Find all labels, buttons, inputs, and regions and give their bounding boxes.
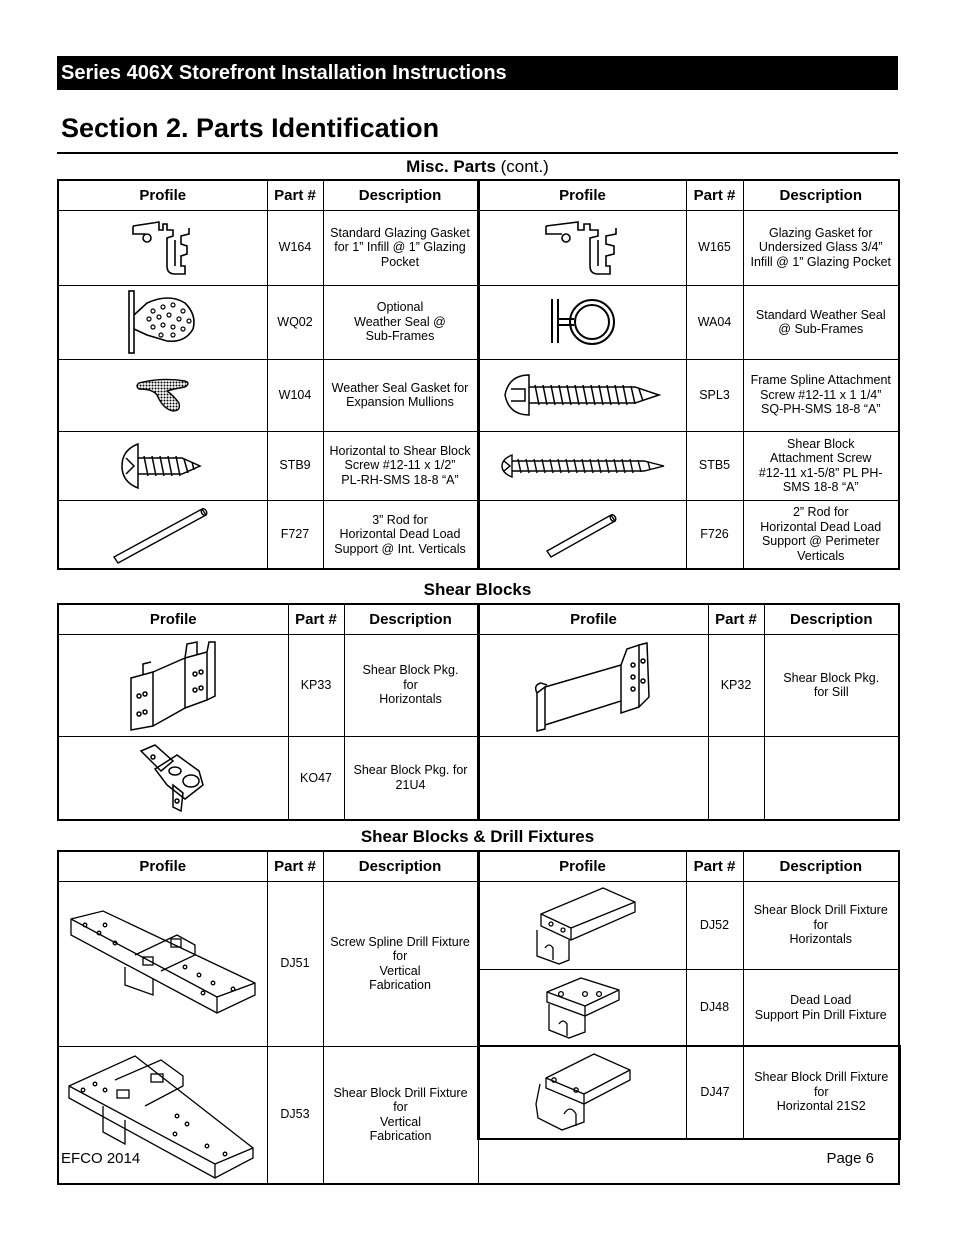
part-number [708,736,764,820]
shear-blocks-heading: Shear Blocks [423,580,532,599]
shear-blocks-table [57,603,900,821]
section-divider [57,152,898,154]
part-number: DJ52 [686,881,743,969]
table-row [479,1046,900,1140]
table-row [58,881,899,969]
column-header-description: Description [743,851,899,881]
table-row [58,736,899,820]
drill-fixtures-heading: Shear Blocks & Drill Fixtures [360,827,595,846]
drill-fixture-dj47-illustration [479,1046,687,1140]
drill-fixtures-table-dj47 [477,1045,901,1140]
part-description: Shear Block Drill Fixture for Horizontals [743,881,899,969]
shear-block-ko47-illustration [58,736,288,820]
section-title: Section 2. Parts Identification [61,113,440,143]
column-header-part: Part # [686,180,743,210]
gasket-w104-illustration [58,359,267,431]
part-number: STB5 [686,431,743,500]
part-number: KP33 [288,634,344,736]
weather-seal-wq02-illustration [58,285,267,359]
table-row [58,210,899,285]
column-header-profile: Profile [58,180,267,210]
part-number: DJ53 [267,1046,323,1184]
column-header-part: Part # [267,851,323,881]
column-header-part: Part # [708,604,764,634]
part-description: Shear Block Drill Fixture for Horizontal 21S2 [744,1046,900,1140]
screw-spl3-illustration [478,359,686,431]
part-description: Screw Spline Drill Fixture for Vertical Fabrication [323,881,478,1046]
column-header-description: Description [323,851,478,881]
part-description: Shear Block Attachment Screw #12-11 x1-5/8” PL PH- SMS 18-8 “A” [743,431,899,500]
part-number: DJ47 [687,1046,744,1140]
part-number: W165 [686,210,743,285]
table-row [58,359,899,431]
column-header-part: Part # [267,180,323,210]
column-header-description: Description [764,604,899,634]
document-banner: Series 406X Storefront Installation Instructions [57,56,898,90]
part-description: Standard Weather Seal @ Sub-Frames [743,285,899,359]
part-description: 2” Rod for Horizontal Dead Load Support @ Perimeter Verticals [743,500,899,569]
column-header-part: Part # [686,851,743,881]
part-number: WQ02 [267,285,323,359]
column-header-profile: Profile [478,851,686,881]
gasket-w165-illustration [478,210,686,285]
misc-parts-table [57,179,900,570]
column-header-part: Part # [288,604,344,634]
part-number: SPL3 [686,359,743,431]
part-number: F726 [686,500,743,569]
part-number: W164 [267,210,323,285]
part-description: Glazing Gasket for Undersized Glass 3/4” Infill @ 1” Glazing Pocket [743,210,899,285]
part-description: Shear Block Pkg. for Horizontals [344,634,478,736]
column-header-profile: Profile [478,180,686,210]
screw-stb9-illustration [58,431,267,500]
part-description: 3” Rod for Horizontal Dead Load Support @ Int. Verticals [323,500,478,569]
screw-stb5-illustration [478,431,686,500]
shear-block-kp32-illustration [478,634,708,736]
drill-fixture-dj48-illustration [478,969,686,1046]
part-number: DJ48 [686,969,743,1046]
column-header-profile: Profile [58,851,267,881]
shear-block-kp33-illustration [58,634,288,736]
part-number: W104 [267,359,323,431]
part-description: Standard Glazing Gasket for 1” Infill @ 1” Glazing Pocket [323,210,478,285]
table-row [58,285,899,359]
part-description: Shear Block Drill Fixture for Vertical Fabrication [323,1046,478,1184]
column-header-description: Description [743,180,899,210]
part-description: Weather Seal Gasket for Expansion Mullions [323,359,478,431]
column-header-profile: Profile [58,604,288,634]
part-number: WA04 [686,285,743,359]
column-header-description: Description [323,180,478,210]
weather-seal-wa04-illustration [478,285,686,359]
part-number: KO47 [288,736,344,820]
part-description: Optional Weather Seal @ Sub-Frames [323,285,478,359]
drill-fixture-dj51-illustration [58,881,267,1046]
footer-copyright: EFCO 2014 [61,1150,141,1167]
table-row [58,500,899,569]
part-description: Shear Block Pkg. for 21U4 [344,736,478,820]
part-description: Shear Block Pkg. for Sill [764,634,899,736]
gasket-w164-illustration [58,210,267,285]
drill-fixture-dj52-illustration [478,881,686,969]
part-description: Horizontal to Shear Block Screw #12-11 x 1/2” PL-RH-SMS 18-8 “A” [323,431,478,500]
part-number: DJ51 [267,881,323,1046]
misc-parts-heading: Misc. Parts (cont.) [406,157,549,176]
part-number: STB9 [267,431,323,500]
part-description: Dead Load Support Pin Drill Fixture [743,969,899,1046]
rod-f726-illustration [478,500,686,569]
part-number: F727 [267,500,323,569]
table-row [58,431,899,500]
column-header-description: Description [344,604,478,634]
empty-profile-cell [478,736,708,820]
column-header-profile: Profile [478,604,708,634]
footer-page-number: Page 6 [826,1150,874,1167]
rod-f727-illustration [58,500,267,569]
part-number: KP32 [708,634,764,736]
part-description: Frame Spline Attachment Screw #12-11 x 1 1/4” SQ-PH-SMS 18-8 “A” [743,359,899,431]
table-row [58,634,899,736]
part-description [764,736,899,820]
